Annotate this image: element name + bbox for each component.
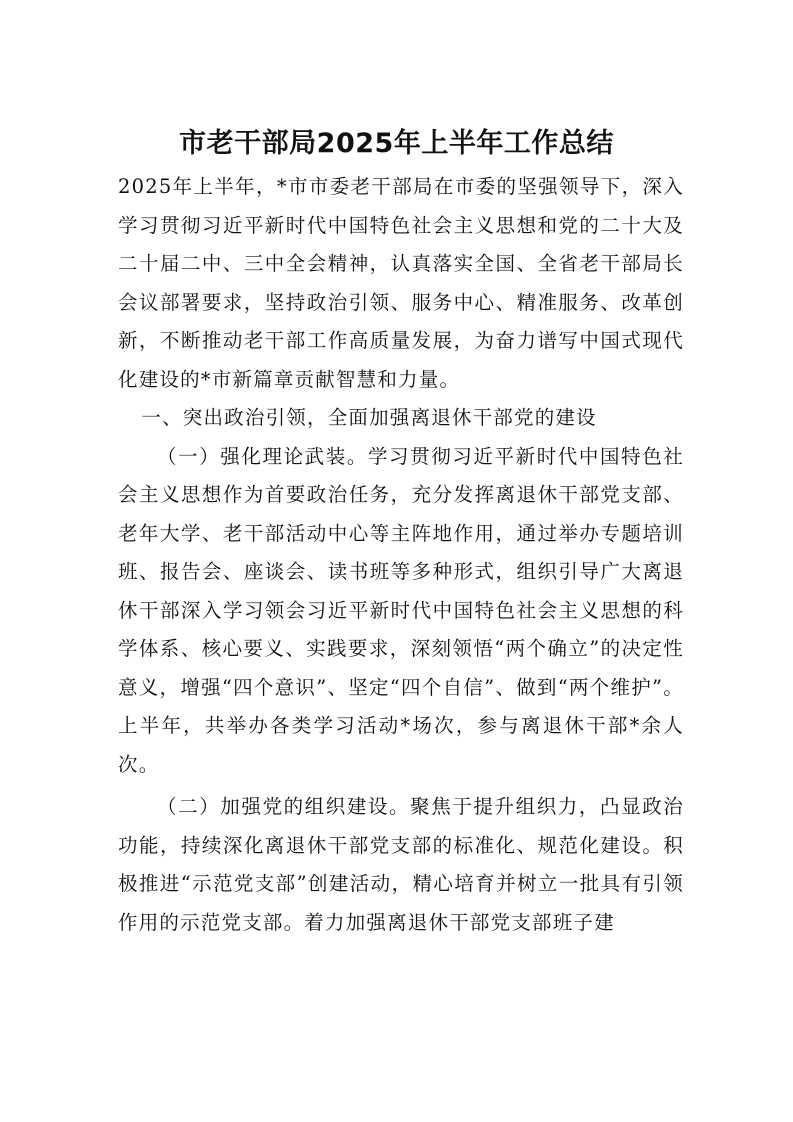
- section-heading-1: 一、突出政治引领，全面加强离退休干部党的建设: [141, 406, 597, 429]
- intro-paragraph: 2025年上半年，*市市委老干部局在市委的坚强领导下，深入学习贯彻习近平新时代中国特色社会主义思想和党的二十大及二十届二中、三中全会精神，认真落实全国、全省老干部局长会议部署要求，坚持政治引领、服务中心、精准服务、改革创新，不断推动老干部工作高质量发展，为奋力谱写中国式现代化建设的*市新篇章贡献智慧和力量。: [118, 175, 684, 391]
- document-body: [118, 168, 684, 942]
- subsection-paragraph-2: （二）加强党的组织建设。聚焦于提升组织力，凸显政治功能，持续深化离退休干部党支部的标准化、规范化建设。积极推进“示范党支部”创建活动，精心培育并树立一批具有引领作用的示范党支部。着力加强离退休干部党支部班子建: [118, 795, 684, 934]
- subsection-paragraph-1: （一）强化理论武装。学习贯彻习近平新时代中国特色社会主义思想作为首要政治任务，充分发挥离退休干部党支部、老年大学、老干部活动中心等主阵地作用，通过举办专题培训班、报告会、座谈会、读书班等多种形式，组织引导广大离退休干部深入学习领会习近平新时代中国特色社会主义思想的科学体系、核心要义、实践要求，深刻领悟“两个确立”的决定性意义，增强“四个意识”、坚定“四个自信”、做到“两个维护”。上半年，共举办各类学习活动*场次，参与离退休干部*余人次。: [118, 444, 684, 776]
- document-title: 市老干部局2025年上半年工作总结: [179, 128, 614, 159]
